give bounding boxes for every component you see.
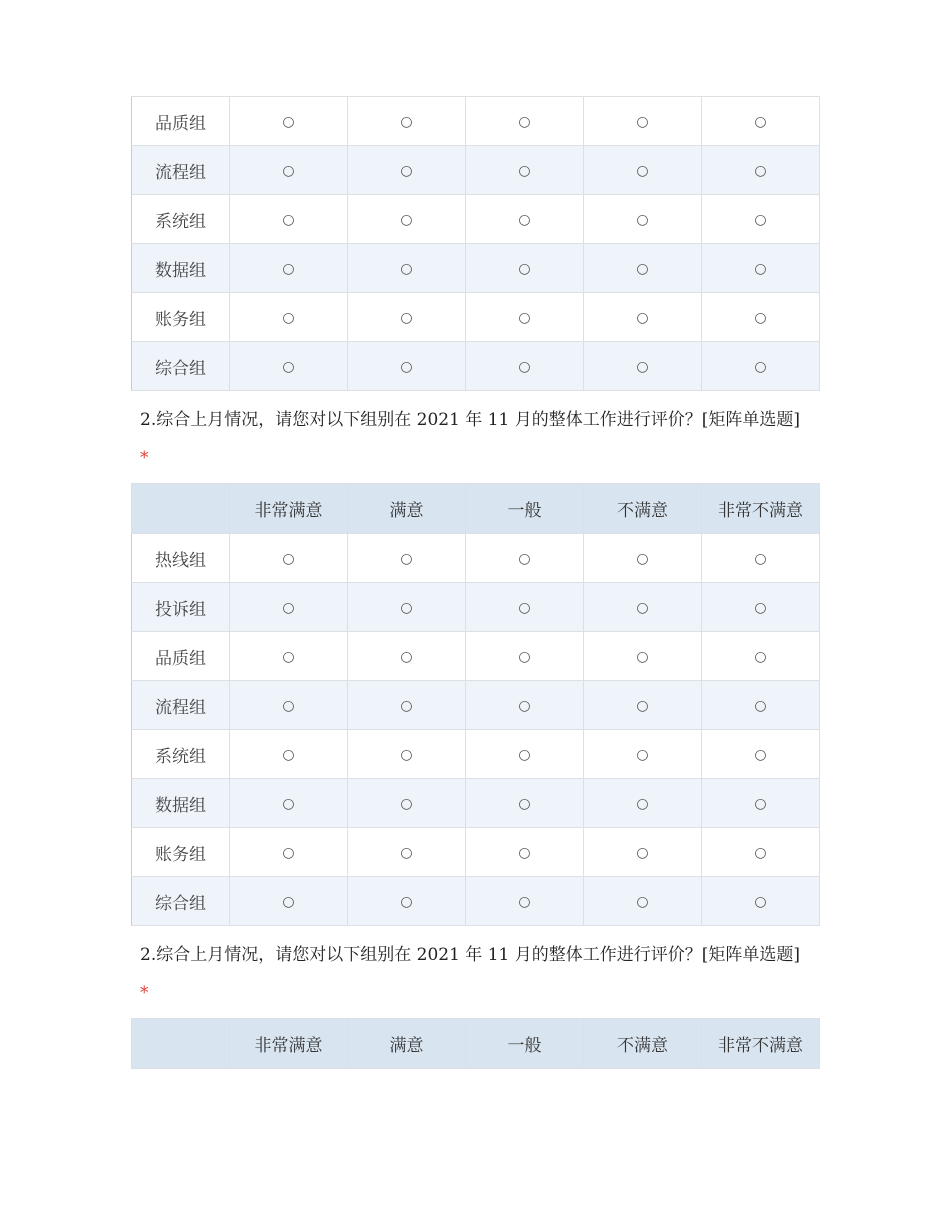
radio-option[interactable]: ○ <box>282 894 295 910</box>
radio-option[interactable]: ○ <box>282 114 295 130</box>
radio-option[interactable]: ○ <box>754 600 767 616</box>
radio-option[interactable]: ○ <box>636 747 649 763</box>
radio-option[interactable]: ○ <box>754 845 767 861</box>
radio-cell[interactable] <box>230 293 348 342</box>
radio-option[interactable]: ○ <box>518 114 531 130</box>
radio-cell[interactable] <box>348 632 466 681</box>
radio-option[interactable]: ○ <box>400 796 413 812</box>
radio-cell[interactable] <box>584 828 702 877</box>
row-label: 综合组 <box>132 342 230 391</box>
row-label: 流程组 <box>132 146 230 195</box>
radio-option[interactable]: ○ <box>754 261 767 277</box>
matrix-row <box>132 681 820 730</box>
radio-option[interactable]: ○ <box>518 796 531 812</box>
radio-cell[interactable] <box>466 828 584 877</box>
radio-cell[interactable] <box>702 681 820 730</box>
matrix-body <box>132 534 820 926</box>
radio-option[interactable]: ○ <box>518 261 531 277</box>
row-label: 品质组 <box>132 632 230 681</box>
required-mark: * <box>140 448 149 468</box>
radio-option[interactable]: ○ <box>518 163 531 179</box>
radio-option[interactable]: ○ <box>400 212 413 228</box>
radio-option[interactable]: ○ <box>400 747 413 763</box>
radio-cell[interactable] <box>230 730 348 779</box>
radio-option[interactable]: ○ <box>518 551 531 567</box>
header-very-dissatisfied: 非常不满意 <box>702 1019 820 1069</box>
radio-option[interactable]: ○ <box>636 114 649 130</box>
radio-option[interactable]: ○ <box>518 212 531 228</box>
radio-option[interactable]: ○ <box>754 359 767 375</box>
radio-option[interactable]: ○ <box>400 359 413 375</box>
radio-cell[interactable] <box>702 342 820 391</box>
radio-cell[interactable] <box>702 293 820 342</box>
radio-cell[interactable] <box>230 632 348 681</box>
radio-cell[interactable] <box>230 828 348 877</box>
radio-option[interactable]: ○ <box>518 649 531 665</box>
radio-cell[interactable] <box>348 730 466 779</box>
radio-option[interactable]: ○ <box>518 698 531 714</box>
radio-option[interactable]: ○ <box>636 359 649 375</box>
radio-option[interactable]: ○ <box>282 600 295 616</box>
radio-cell[interactable] <box>230 583 348 632</box>
radio-option[interactable]: ○ <box>636 212 649 228</box>
radio-cell[interactable] <box>584 681 702 730</box>
radio-option[interactable]: ○ <box>636 698 649 714</box>
radio-option[interactable]: ○ <box>636 551 649 567</box>
header-satisfied: 满意 <box>348 484 466 534</box>
radio-option[interactable]: ○ <box>518 894 531 910</box>
radio-option[interactable]: ○ <box>754 163 767 179</box>
radio-option[interactable]: ○ <box>636 845 649 861</box>
radio-option[interactable]: ○ <box>282 698 295 714</box>
header-corner <box>132 484 230 534</box>
radio-cell[interactable] <box>702 583 820 632</box>
row-label: 投诉组 <box>132 583 230 632</box>
header-neutral: 一般 <box>466 484 584 534</box>
row-label: 账务组 <box>132 828 230 877</box>
radio-cell[interactable] <box>584 293 702 342</box>
radio-cell[interactable] <box>230 146 348 195</box>
radio-cell[interactable] <box>230 534 348 583</box>
row-label: 流程组 <box>132 681 230 730</box>
matrix-row <box>132 877 820 926</box>
matrix-row <box>132 146 820 195</box>
radio-option[interactable]: ○ <box>636 163 649 179</box>
header-neutral: 一般 <box>466 1019 584 1069</box>
radio-option[interactable]: ○ <box>282 551 295 567</box>
radio-cell[interactable] <box>230 779 348 828</box>
radio-option[interactable]: ○ <box>282 261 295 277</box>
row-label: 数据组 <box>132 779 230 828</box>
radio-cell[interactable] <box>230 244 348 293</box>
radio-option[interactable]: ○ <box>400 551 413 567</box>
matrix-row <box>132 534 820 583</box>
radio-option[interactable]: ○ <box>518 600 531 616</box>
matrix-row <box>132 97 820 146</box>
radio-cell[interactable] <box>348 97 466 146</box>
radio-option[interactable]: ○ <box>282 163 295 179</box>
required-mark: * <box>140 983 149 1003</box>
radio-cell[interactable] <box>348 828 466 877</box>
radio-cell[interactable] <box>584 583 702 632</box>
radio-cell[interactable] <box>230 342 348 391</box>
header-row <box>132 1019 820 1069</box>
radio-option[interactable]: ○ <box>754 894 767 910</box>
radio-option[interactable]: ○ <box>754 114 767 130</box>
radio-cell[interactable] <box>466 681 584 730</box>
radio-cell[interactable] <box>466 534 584 583</box>
matrix-row <box>132 583 820 632</box>
radio-cell[interactable] <box>348 534 466 583</box>
radio-cell[interactable] <box>584 632 702 681</box>
radio-option[interactable]: ○ <box>754 649 767 665</box>
radio-cell[interactable] <box>584 730 702 779</box>
radio-option[interactable]: ○ <box>400 261 413 277</box>
row-label: 系统组 <box>132 195 230 244</box>
radio-cell[interactable] <box>348 342 466 391</box>
radio-cell[interactable] <box>466 97 584 146</box>
radio-option[interactable]: ○ <box>754 551 767 567</box>
radio-option[interactable]: ○ <box>400 845 413 861</box>
header-satisfied: 满意 <box>348 1019 466 1069</box>
header-very-dissatisfied: 非常不满意 <box>702 484 820 534</box>
radio-cell[interactable] <box>702 877 820 926</box>
matrix-header <box>132 484 820 534</box>
radio-cell[interactable] <box>466 583 584 632</box>
radio-option[interactable]: ○ <box>400 114 413 130</box>
radio-cell[interactable] <box>466 730 584 779</box>
radio-option[interactable]: ○ <box>754 212 767 228</box>
radio-cell[interactable] <box>702 534 820 583</box>
radio-cell[interactable] <box>466 342 584 391</box>
radio-cell[interactable] <box>348 779 466 828</box>
radio-cell[interactable] <box>466 146 584 195</box>
header-dissatisfied: 不满意 <box>584 1019 702 1069</box>
matrix-table <box>131 483 820 926</box>
radio-cell[interactable] <box>230 195 348 244</box>
question-title <box>131 926 820 1018</box>
radio-cell[interactable] <box>466 632 584 681</box>
matrix-header <box>132 1019 820 1069</box>
radio-cell[interactable] <box>702 244 820 293</box>
radio-option[interactable]: ○ <box>636 894 649 910</box>
radio-cell[interactable] <box>584 195 702 244</box>
radio-cell[interactable] <box>230 97 348 146</box>
matrix-row <box>132 293 820 342</box>
radio-cell[interactable] <box>348 293 466 342</box>
radio-option[interactable]: ○ <box>282 310 295 326</box>
row-label: 数据组 <box>132 244 230 293</box>
header-row <box>132 484 820 534</box>
radio-option[interactable]: ○ <box>282 212 295 228</box>
radio-option[interactable]: ○ <box>282 796 295 812</box>
radio-option[interactable]: ○ <box>518 359 531 375</box>
radio-cell[interactable] <box>230 877 348 926</box>
radio-option[interactable]: ○ <box>518 310 531 326</box>
matrix-row <box>132 779 820 828</box>
radio-option[interactable]: ○ <box>400 310 413 326</box>
matrix-body <box>132 97 820 391</box>
matrix-row <box>132 828 820 877</box>
row-label: 热线组 <box>132 534 230 583</box>
radio-option[interactable]: ○ <box>636 600 649 616</box>
matrix-row <box>132 632 820 681</box>
row-label: 账务组 <box>132 293 230 342</box>
radio-option[interactable]: ○ <box>400 649 413 665</box>
radio-option[interactable]: ○ <box>518 845 531 861</box>
radio-cell[interactable] <box>702 730 820 779</box>
radio-option[interactable]: ○ <box>636 649 649 665</box>
radio-cell[interactable] <box>702 97 820 146</box>
radio-cell[interactable] <box>466 244 584 293</box>
radio-cell[interactable] <box>348 681 466 730</box>
question-title <box>131 391 820 483</box>
header-dissatisfied: 不满意 <box>584 484 702 534</box>
matrix-row <box>132 195 820 244</box>
matrix-table-continued <box>131 96 820 391</box>
radio-cell[interactable] <box>466 877 584 926</box>
radio-cell[interactable] <box>584 342 702 391</box>
radio-cell[interactable] <box>584 146 702 195</box>
radio-cell[interactable] <box>584 534 702 583</box>
radio-option[interactable]: ○ <box>636 261 649 277</box>
radio-option[interactable]: ○ <box>636 796 649 812</box>
row-label: 系统组 <box>132 730 230 779</box>
radio-cell[interactable] <box>466 195 584 244</box>
header-very-satisfied: 非常满意 <box>230 484 348 534</box>
matrix-row <box>132 730 820 779</box>
header-corner <box>132 1019 230 1069</box>
radio-cell[interactable] <box>230 681 348 730</box>
row-label: 品质组 <box>132 97 230 146</box>
radio-option[interactable]: ○ <box>754 796 767 812</box>
radio-cell[interactable] <box>702 779 820 828</box>
radio-option[interactable]: ○ <box>754 310 767 326</box>
radio-option[interactable]: ○ <box>400 600 413 616</box>
radio-cell[interactable] <box>584 97 702 146</box>
radio-option[interactable]: ○ <box>518 747 531 763</box>
radio-cell[interactable] <box>466 293 584 342</box>
row-label: 综合组 <box>132 877 230 926</box>
question-text: 2.综合上月情况，请您对以下组别在 2021 年 11 月的整体工作进行评价？[矩阵单选题] <box>140 945 800 965</box>
radio-cell[interactable] <box>466 779 584 828</box>
radio-option[interactable]: ○ <box>400 894 413 910</box>
matrix-table <box>131 1018 820 1069</box>
header-very-satisfied: 非常满意 <box>230 1019 348 1069</box>
radio-option[interactable]: ○ <box>282 649 295 665</box>
radio-option[interactable]: ○ <box>636 310 649 326</box>
radio-cell[interactable] <box>348 195 466 244</box>
radio-cell[interactable] <box>584 779 702 828</box>
radio-option[interactable]: ○ <box>754 747 767 763</box>
survey-page <box>131 96 820 1069</box>
radio-cell[interactable] <box>702 146 820 195</box>
matrix-row <box>132 244 820 293</box>
matrix-row <box>132 342 820 391</box>
radio-cell[interactable] <box>348 244 466 293</box>
radio-option[interactable]: ○ <box>400 698 413 714</box>
radio-option[interactable]: ○ <box>282 845 295 861</box>
radio-cell[interactable] <box>348 877 466 926</box>
radio-cell[interactable] <box>348 583 466 632</box>
radio-cell[interactable] <box>702 195 820 244</box>
radio-option[interactable]: ○ <box>754 698 767 714</box>
radio-cell[interactable] <box>702 632 820 681</box>
question-text: 2.综合上月情况，请您对以下组别在 2021 年 11 月的整体工作进行评价？[矩阵单选题] <box>140 410 800 430</box>
radio-option[interactable]: ○ <box>282 747 295 763</box>
radio-cell[interactable] <box>584 877 702 926</box>
radio-cell[interactable] <box>702 828 820 877</box>
radio-option[interactable]: ○ <box>282 359 295 375</box>
radio-cell[interactable] <box>584 244 702 293</box>
radio-cell[interactable] <box>348 146 466 195</box>
radio-option[interactable]: ○ <box>400 163 413 179</box>
